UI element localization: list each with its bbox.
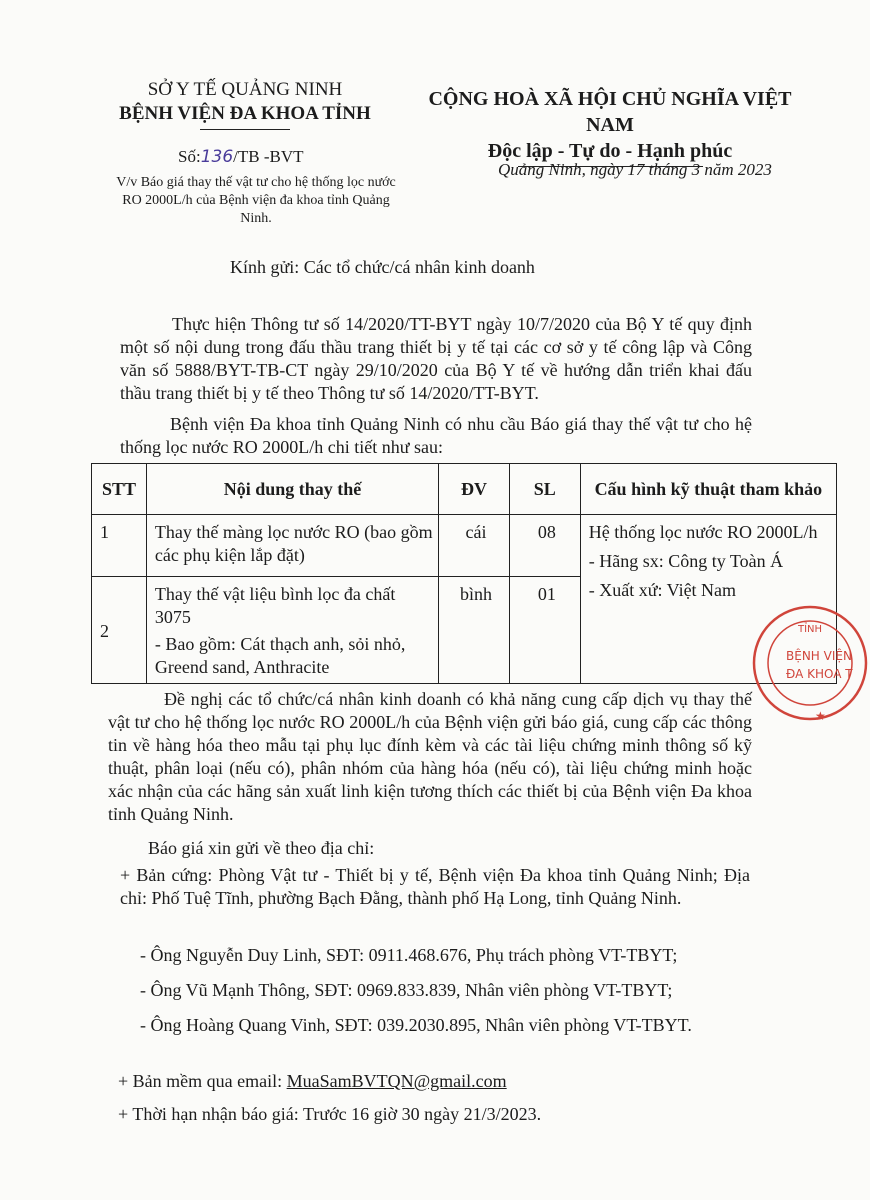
svg-text:BỆNH VIỆN: BỆNH VIỆN	[786, 649, 852, 663]
header-content: Nội dung thay thế	[146, 464, 438, 515]
contact-item: - Ông Vũ Mạnh Thông, SĐT: 0969.833.839, Nhân viên phòng VT-TBYT;	[140, 980, 673, 1000]
svg-text:ĐA KHOA T: ĐA KHOA T	[786, 667, 853, 681]
nation-title: CỘNG HOÀ XÃ HỘI CHỦ NGHĨA VIỆT NAM	[428, 88, 792, 136]
row2-stt: 2	[92, 577, 147, 684]
row1-stt: 1	[92, 515, 147, 577]
document-date: Quảng Ninh, ngày 17 tháng 3 năm 2023	[498, 160, 772, 179]
department-name: SỞ Y TẾ QUẢNG NINH	[147, 79, 343, 100]
paragraph-legal-basis: Thực hiện Thông tư số 14/2020/TT-BYT ngày 10/7/2020 của Bộ Y tế quy định một số nội dung trong đấu thầu trang thiết bị y tế tại các cơ sở y tế công lập và Công văn số 5888/BYT-TB-CT ngày 29/10/2020 của Bộ Y tế về hướng dẫn triển khai đấu thầu trang thiết bị y tế theo Thông tư số 14/2020/TT-BYT.	[120, 314, 752, 403]
paragraph-proposal: Đề nghị các tổ chức/cá nhân kinh doanh có khả năng cung cấp dịch vụ thay thế vật tư cho hệ thống lọc nước RO 2000L/h của Bệnh viện gửi báo giá, cung cấp các thông tin về hàng hóa theo mẫu tại phụ lục đính kèm và các tài liệu chứng minh thông số kỹ thuật, phân loại (nếu có), phân nhóm của hàng hóa (nếu có), tài liệu chứng minh hoặc xác nhận của các hãng sản xuất linh kiện tương thích các thiết bị của Bệnh viện Đa khoa tỉnh Quảng Ninh.	[108, 689, 752, 824]
doc-no-handwritten: 136	[200, 147, 234, 167]
document-subject: V/v Báo giá thay thế vật tư cho hệ thống lọc nước RO 2000L/h của Bệnh viện đa khoa tỉnh Quảng Ninh.	[116, 175, 396, 226]
nation-block	[405, 86, 815, 167]
row2-content-cell	[146, 577, 438, 684]
nation-motto: Độc lập - Tự do - Hạnh phúc	[487, 140, 733, 162]
table-header-row	[92, 464, 837, 515]
row2-content-note: - Bao gồm: Cát thạch anh, sỏi nhỏ, Greend sand, Anthracite	[154, 634, 406, 677]
materials-table	[91, 463, 837, 684]
row1-qty: 08	[509, 515, 580, 577]
email-link[interactable]: MuaSamBVTQN@gmail.com	[286, 1071, 507, 1091]
address-title: Báo giá xin gửi về theo địa chỉ:	[148, 838, 375, 858]
email-prefix: + Bản mềm qua email:	[118, 1071, 287, 1091]
hospital-name: BỆNH VIỆN ĐA KHOA TỈNH	[119, 103, 371, 124]
email-line	[118, 1070, 748, 1093]
header-qty: SL	[509, 464, 580, 515]
issuer-block	[100, 78, 390, 130]
contact-item: - Ông Hoàng Quang Vinh, SĐT: 039.2030.895, Nhân viên phòng VT-TBYT.	[140, 1015, 692, 1035]
spec-line-2: - Hãng sx: Công ty Toàn Á	[588, 551, 784, 571]
spec-line-3: - Xuất xứ: Việt Nam	[588, 580, 737, 600]
header-stt: STT	[92, 464, 147, 515]
issuer-underline	[200, 129, 290, 130]
row2-qty: 01	[509, 577, 580, 684]
contact-item: - Ông Nguyễn Duy Linh, SĐT: 0911.468.676, Phụ trách phòng VT-TBYT;	[140, 945, 678, 965]
row1-content: Thay thế màng lọc nước RO (bao gồm các phụ kiện lắp đặt)	[146, 515, 438, 577]
doc-no-prefix: Số:	[178, 147, 201, 166]
row2-unit: bình	[439, 577, 510, 684]
recipient-line: Kính gửi: Các tổ chức/cá nhân kinh doanh	[230, 257, 535, 277]
header-unit: ĐV	[439, 464, 510, 515]
deadline-line: + Thời hạn nhận báo giá: Trước 16 giờ 30 ngày 21/3/2023.	[118, 1104, 542, 1124]
row1-unit: cái	[439, 515, 510, 577]
svg-text:★: ★	[815, 709, 826, 723]
header-spec: Cấu hình kỹ thuật tham khảo	[580, 464, 836, 515]
svg-text:TỈNH: TỈNH	[798, 624, 823, 635]
doc-no-suffix: /TB -BVT	[233, 147, 304, 166]
table-row	[92, 515, 837, 577]
paragraph-request: Bệnh viện Đa khoa tỉnh Quảng Ninh có nhu cầu Báo giá thay thế vật tư cho hệ thống lọc nước RO 2000L/h chi tiết như sau:	[120, 414, 752, 457]
row2-content: Thay thế vật liệu bình lọc đa chất 3075	[154, 584, 396, 627]
hardcopy-address: + Bản cứng: Phòng Vật tư - Thiết bị y tế, Bệnh viện Đa khoa tỉnh Quảng Ninh; Địa chỉ: Phố Tuệ Tĩnh, phường Bạch Đằng, thành phố Hạ Long, tỉnh Quảng Ninh.	[120, 865, 750, 908]
document-number	[178, 147, 304, 167]
spec-line-1: Hệ thống lọc nước RO 2000L/h	[588, 522, 818, 542]
hospital-seal-icon	[750, 598, 870, 728]
